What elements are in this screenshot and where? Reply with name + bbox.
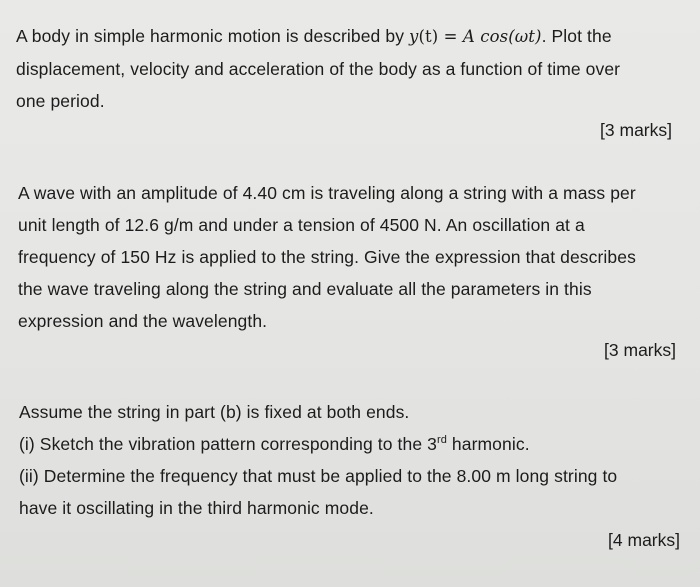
question-1-line-2: displacement, velocity and acceleration of the body as a function of time over bbox=[16, 59, 621, 79]
equation-argument: (ωt) bbox=[508, 27, 542, 46]
question-3 bbox=[19, 396, 679, 524]
question-2-line-2: unit length of 12.6 g/m and under a tension of 4500 N. An oscillation at a bbox=[18, 215, 585, 235]
question-2-line-3: frequency of 150 Hz is applied to the string. Give the expression that describes bbox=[18, 247, 636, 267]
question-1-line-3: one period. bbox=[16, 91, 105, 111]
equation-lhs-arg: (t) bbox=[418, 27, 439, 46]
question-3-line-1: Assume the string in part (b) is fixed at both ends. bbox=[19, 402, 410, 422]
question-1 bbox=[16, 20, 676, 117]
question-2 bbox=[18, 177, 678, 337]
question-3-line-2 bbox=[19, 428, 679, 460]
question-3-part-i-text: (i) Sketch the vibration pattern corresponding to the 3 bbox=[19, 434, 437, 454]
equation-function: cos bbox=[480, 27, 509, 46]
equation-coefficient: A bbox=[462, 27, 481, 46]
question-1-text-b: . Plot the bbox=[541, 26, 612, 46]
question-2-line-1: A wave with an amplitude of 4.40 cm is traveling along a string with a mass per bbox=[18, 183, 636, 203]
question-1-text-a: A body in simple harmonic motion is described by bbox=[16, 26, 410, 46]
question-1-line-1 bbox=[16, 20, 676, 53]
equation-lhs: y bbox=[409, 27, 419, 46]
question-3-marks: [4 marks] bbox=[608, 530, 680, 550]
question-1-marks: [3 marks] bbox=[600, 120, 672, 140]
question-3-line-3: (ii) Determine the frequency that must be applied to the 8.00 m long string to bbox=[19, 466, 618, 486]
question-2-line-4: the wave traveling along the string and evaluate all the parameters in this bbox=[18, 279, 592, 299]
question-3-part-i-text-end: harmonic. bbox=[446, 434, 530, 454]
equation-equals: = bbox=[438, 27, 463, 46]
question-2-marks: [3 marks] bbox=[604, 340, 676, 360]
question-3-line-4: have it oscillating in the third harmonic mode. bbox=[19, 498, 374, 518]
ordinal-superscript: rd bbox=[436, 434, 447, 446]
shm-equation bbox=[409, 27, 542, 46]
question-2-line-5: expression and the wavelength. bbox=[18, 311, 268, 331]
